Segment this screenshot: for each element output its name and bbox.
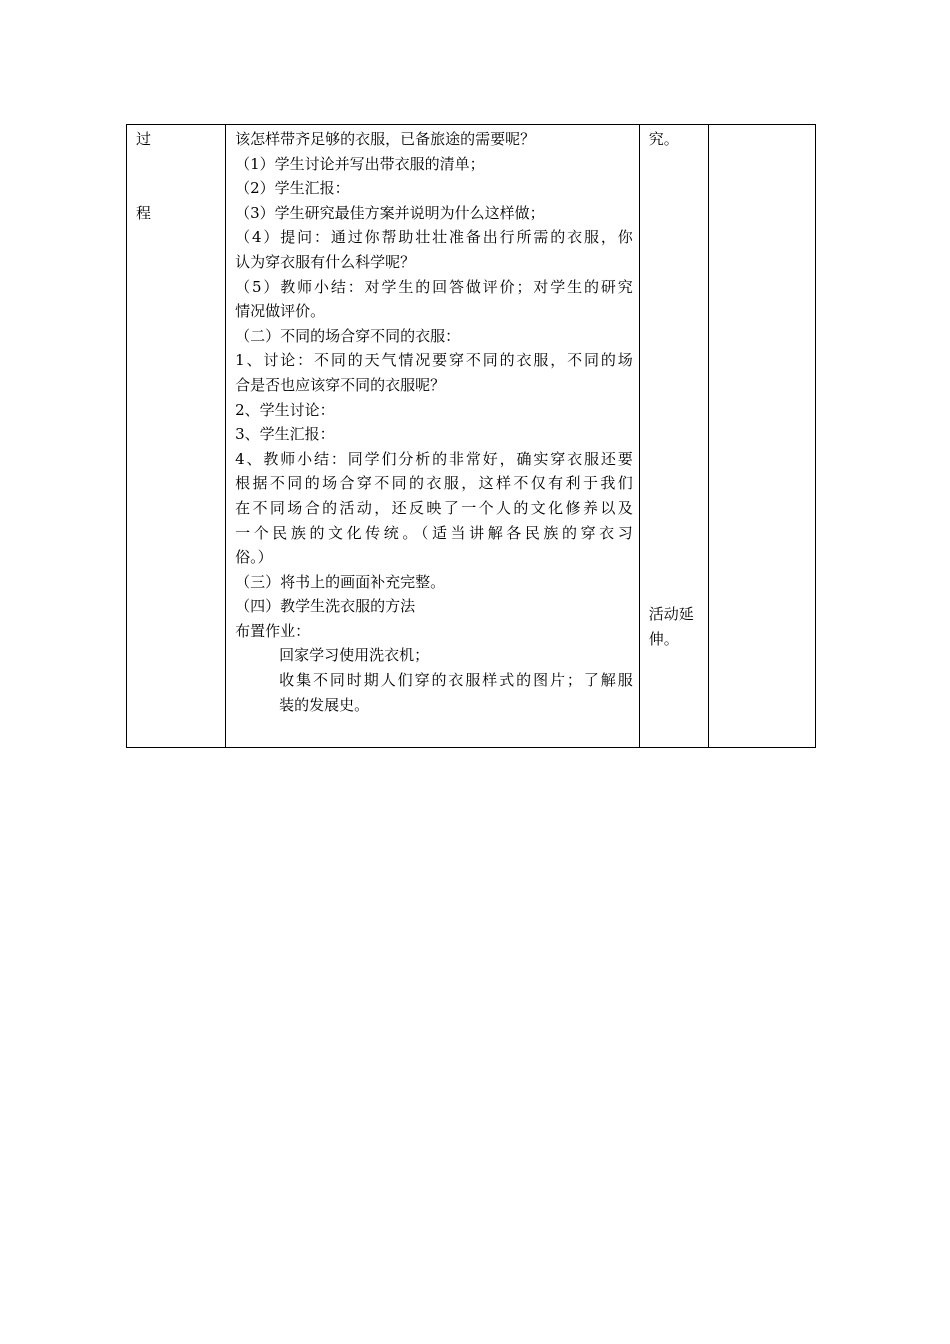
content-line: 回家学习使用洗衣机； (279, 646, 430, 665)
intent-text: 究。 (648, 130, 679, 148)
stage-char: 程 (136, 204, 152, 222)
stage-cell (127, 125, 226, 748)
intent-text: 活动延 (648, 605, 694, 623)
content-line: 装的发展史。 (279, 695, 370, 714)
content-line: （三）将书上的画面补充完整。 (235, 572, 446, 591)
intent-text: 伸。 (648, 629, 679, 648)
content-line: 3、学生汇报： (235, 425, 335, 444)
content-line: 认为穿衣服有什么科学呢？ (235, 252, 416, 271)
content-line: 情况做评价。 (235, 302, 326, 321)
lesson-plan-table (126, 124, 816, 748)
content-line: 在不同场合的活动，还反映了一个人的文化修养以及 (235, 498, 633, 517)
content-cell (226, 125, 640, 748)
content-line: （5）教师小结：对学生的回答做评价；对学生的研究 (235, 277, 633, 296)
content-line: 布置作业： (235, 621, 311, 640)
content-line: 合是否也应该穿不同的衣服呢？ (235, 375, 446, 394)
content-line: 4、教师小结：同学们分析的非常好，确实穿衣服还要 (235, 449, 633, 468)
content-line: （3）学生研究最佳方案并说明为什么这样做； (235, 203, 545, 222)
content-line: 1、讨论：不同的天气情况要穿不同的衣服，不同的场 (235, 351, 633, 370)
content-line: （4）提问：通过你帮助壮壮准备出行所需的衣服，你 (235, 228, 633, 247)
stage-char: 过 (136, 130, 152, 148)
content-line: （2）学生汇报： (235, 179, 350, 198)
content-line: 该怎样带齐足够的衣服，已备旅途的需要呢？ (235, 130, 536, 148)
content-line: 收集不同时期人们穿的衣服样式的图片；了解服 (279, 671, 633, 690)
content-line: 一个民族的文化传统。（适当讲解各民族的穿衣习 (235, 523, 633, 542)
intent-cell (639, 125, 708, 748)
table-row (127, 125, 816, 748)
intent-lower (649, 602, 694, 651)
notes-cell (708, 125, 815, 748)
content-line: （四）教学生洗衣服的方法 (235, 597, 416, 616)
content-line: 2、学生讨论： (235, 400, 335, 419)
content-line: 俗。） (235, 548, 273, 567)
content-line: 根据不同的场合穿不同的衣服，这样不仅有利于我们 (235, 474, 633, 493)
content-line: （1）学生讨论并写出带衣服的清单； (235, 154, 485, 173)
content-line: （二）不同的场合穿不同的衣服： (235, 326, 461, 345)
